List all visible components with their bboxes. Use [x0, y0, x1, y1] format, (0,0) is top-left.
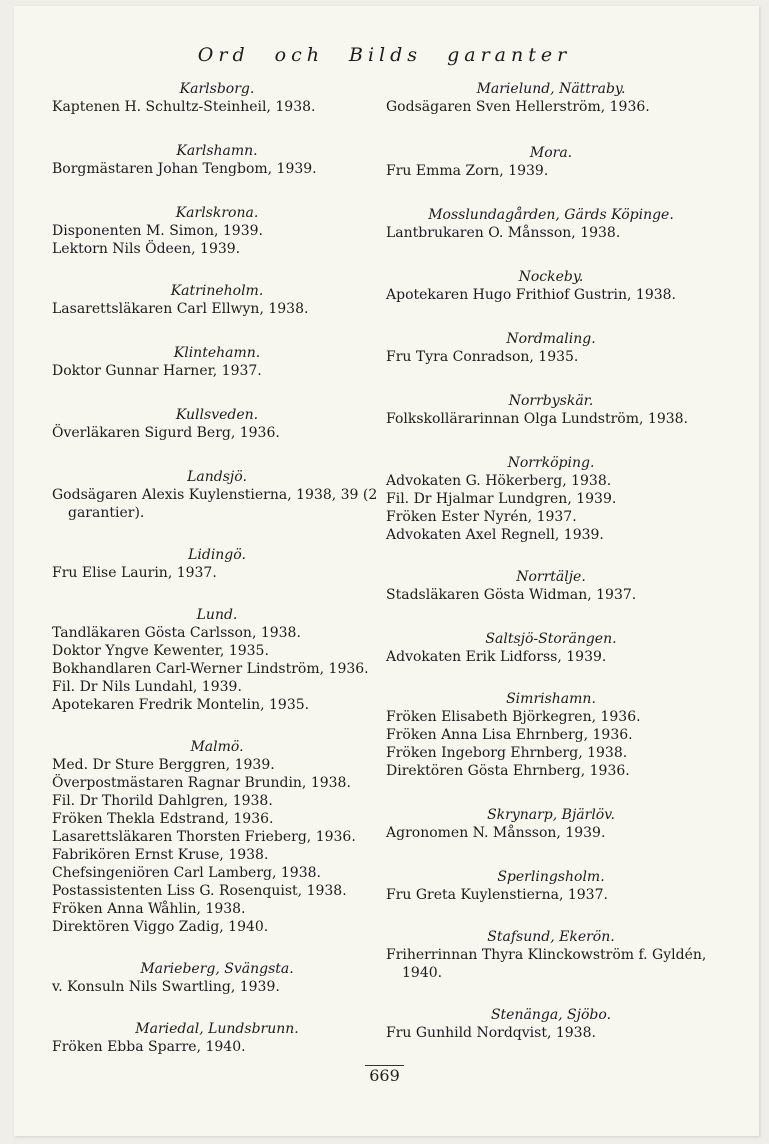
location-heading: Nockeby.	[518, 269, 584, 285]
guarantor-entry: Fröken Elisabeth Björkegren, 1936.	[386, 709, 641, 725]
guarantor-entry: Godsägaren Sven Hellerström, 1936.	[386, 99, 650, 115]
guarantor-entry: v. Konsuln Nils Swartling, 1939.	[52, 979, 280, 995]
location-group	[386, 690, 716, 780]
guarantor-entry: Fil. Dr Thorild Dahlgren, 1938.	[52, 793, 273, 809]
location-heading: Landsjö.	[187, 469, 247, 485]
location-group	[52, 738, 382, 936]
location-heading: Mora.	[529, 145, 573, 161]
location-heading: Karlshamn.	[176, 143, 258, 159]
guarantor-entry: Godsägaren Alexis Kuylenstierna, 1938, 39 (2 garantier).	[52, 487, 378, 521]
guarantor-entry: Fröken Thekla Edstrand, 1936.	[52, 811, 274, 827]
location-group	[386, 806, 716, 842]
guarantor-entry: Direktören Gösta Ehrnberg, 1936.	[386, 763, 630, 779]
guarantor-entry: Advokaten Erik Lidforss, 1939.	[386, 649, 607, 665]
location-heading: Klintehamn.	[173, 345, 261, 361]
guarantor-entry: Folkskollärarinnan Olga Lundström, 1938.	[386, 411, 688, 427]
guarantor-entry: Borgmästaren Johan Tengbom, 1939.	[52, 161, 317, 177]
page-title: Ord och Bilds garanter	[197, 44, 572, 66]
location-group	[52, 960, 382, 996]
location-heading: Lund.	[196, 607, 238, 623]
location-group	[386, 1006, 716, 1042]
location-heading: Kullsveden.	[175, 407, 259, 423]
location-group	[52, 80, 382, 116]
guarantor-entry: Lasarettsläkaren Thorsten Frieberg, 1936.	[52, 829, 356, 845]
location-group	[386, 206, 716, 242]
location-group	[386, 568, 716, 604]
location-group	[52, 406, 382, 442]
location-heading: Norrtälje.	[516, 569, 586, 585]
guarantor-entry: Med. Dr Sture Berggren, 1939.	[52, 757, 275, 773]
guarantor-entry: Fru Elise Laurin, 1937.	[52, 565, 217, 581]
location-heading: Sperlingsholm.	[497, 869, 605, 885]
guarantor-entry: Lantbrukaren O. Månsson, 1938.	[386, 225, 621, 241]
location-heading: Malmö.	[190, 739, 244, 755]
guarantor-entry: Fru Tyra Conradson, 1935.	[386, 349, 579, 365]
location-group	[52, 204, 382, 258]
location-heading: Lidingö.	[188, 547, 246, 563]
right-column	[386, 80, 716, 1042]
guarantor-entry: Överläkaren Sigurd Berg, 1936.	[52, 425, 280, 441]
guarantor-entry: Advokaten G. Hökerberg, 1938.	[386, 473, 612, 489]
location-group	[386, 392, 716, 428]
location-heading: Norrbyskär.	[508, 393, 594, 409]
guarantor-entry: Fabrikören Ernst Kruse, 1938.	[52, 847, 269, 863]
location-group	[386, 268, 716, 304]
guarantor-entry: Direktören Viggo Zadig, 1940.	[52, 919, 269, 935]
guarantor-entry: Postassistenten Liss G. Rosenquist, 1938.	[52, 883, 347, 899]
location-heading: Karlsborg.	[179, 81, 255, 97]
page-number-text: 669	[365, 1065, 404, 1085]
guarantor-entry: Fru Emma Zorn, 1939.	[386, 163, 549, 179]
location-group	[386, 330, 716, 366]
location-heading: Skrynarp, Bjärlöv.	[487, 807, 615, 823]
location-heading: Stafsund, Ekerön.	[487, 929, 615, 945]
guarantor-entry: Apotekaren Hugo Frithiof Gustrin, 1938.	[386, 287, 676, 303]
location-heading: Katrineholm.	[170, 283, 264, 299]
location-group	[52, 546, 382, 582]
location-group	[52, 606, 382, 714]
guarantor-entry: Fröken Anna Lisa Ehrnberg, 1936.	[386, 727, 633, 743]
location-heading: Saltsjö-Storängen.	[485, 631, 617, 647]
location-heading: Mariedal, Lundsbrunn.	[135, 1021, 299, 1037]
guarantor-entry: Kaptenen H. Schultz-Steinheil, 1938.	[52, 99, 316, 115]
guarantor-entry: Agronomen N. Månsson, 1939.	[386, 825, 606, 841]
guarantor-entry: Chefsingeniören Carl Lamberg, 1938.	[52, 865, 321, 881]
location-group	[52, 468, 382, 522]
page-number	[0, 1066, 769, 1085]
guarantor-entry: Doktor Gunnar Harner, 1937.	[52, 363, 262, 379]
guarantor-entry: Fröken Ebba Sparre, 1940.	[52, 1039, 246, 1055]
guarantor-entry: Disponenten M. Simon, 1939.	[52, 223, 263, 239]
guarantor-entry: Tandläkaren Gösta Carlsson, 1938.	[52, 625, 301, 641]
guarantor-entry: Lasarettsläkaren Carl Ellwyn, 1938.	[52, 301, 309, 317]
location-heading: Stenänga, Sjöbo.	[490, 1007, 612, 1023]
guarantor-entry: Fröken Anna Wåhlin, 1938.	[52, 901, 246, 917]
location-group	[386, 868, 716, 904]
location-group	[386, 454, 716, 544]
location-group	[52, 344, 382, 380]
guarantor-entry: Apotekaren Fredrik Montelin, 1935.	[52, 697, 310, 713]
guarantor-entry: Stadsläkaren Gösta Widman, 1937.	[386, 587, 637, 603]
location-group	[386, 144, 716, 180]
guarantor-entry: Friherrinnan Thyra Klinckowström f. Gyldén, 1940.	[386, 947, 707, 981]
guarantor-entry: Lektorn Nils Ödeen, 1939.	[52, 241, 241, 257]
guarantor-entry: Överpostmästaren Ragnar Brundin, 1938.	[52, 775, 351, 791]
guarantor-entry: Doktor Yngve Kewenter, 1935.	[52, 643, 269, 659]
guarantor-entry: Fröken Ingeborg Ehrnberg, 1938.	[386, 745, 628, 761]
location-group	[52, 1020, 382, 1056]
guarantor-entry: Fil. Dr Hjalmar Lundgren, 1939.	[386, 491, 617, 507]
location-group	[386, 80, 716, 116]
guarantor-entry: Fil. Dr Nils Lundahl, 1939.	[52, 679, 242, 695]
location-group	[52, 282, 382, 318]
guarantor-entry: Advokaten Axel Regnell, 1939.	[386, 527, 604, 543]
location-heading: Karlskrona.	[175, 205, 259, 221]
location-heading: Simrishamn.	[506, 691, 596, 707]
location-heading: Marielund, Nättraby.	[476, 81, 626, 97]
left-column	[52, 80, 382, 1056]
guarantor-entry: Bokhandlaren Carl-Werner Lindström, 1936.	[52, 661, 369, 677]
location-group	[52, 142, 382, 178]
guarantor-entry: Fru Greta Kuylenstierna, 1937.	[386, 887, 608, 903]
location-group	[386, 630, 716, 666]
location-heading: Marieberg, Svängsta.	[140, 961, 294, 977]
location-group	[386, 928, 716, 982]
location-heading: Mosslundagården, Gärds Köpinge.	[428, 207, 674, 223]
location-heading: Nordmaling.	[506, 331, 596, 347]
guarantor-entry: Fru Gunhild Nordqvist, 1938.	[386, 1025, 596, 1041]
location-heading: Norrköping.	[507, 455, 595, 471]
guarantor-entry: Fröken Ester Nyrén, 1937.	[386, 509, 577, 525]
